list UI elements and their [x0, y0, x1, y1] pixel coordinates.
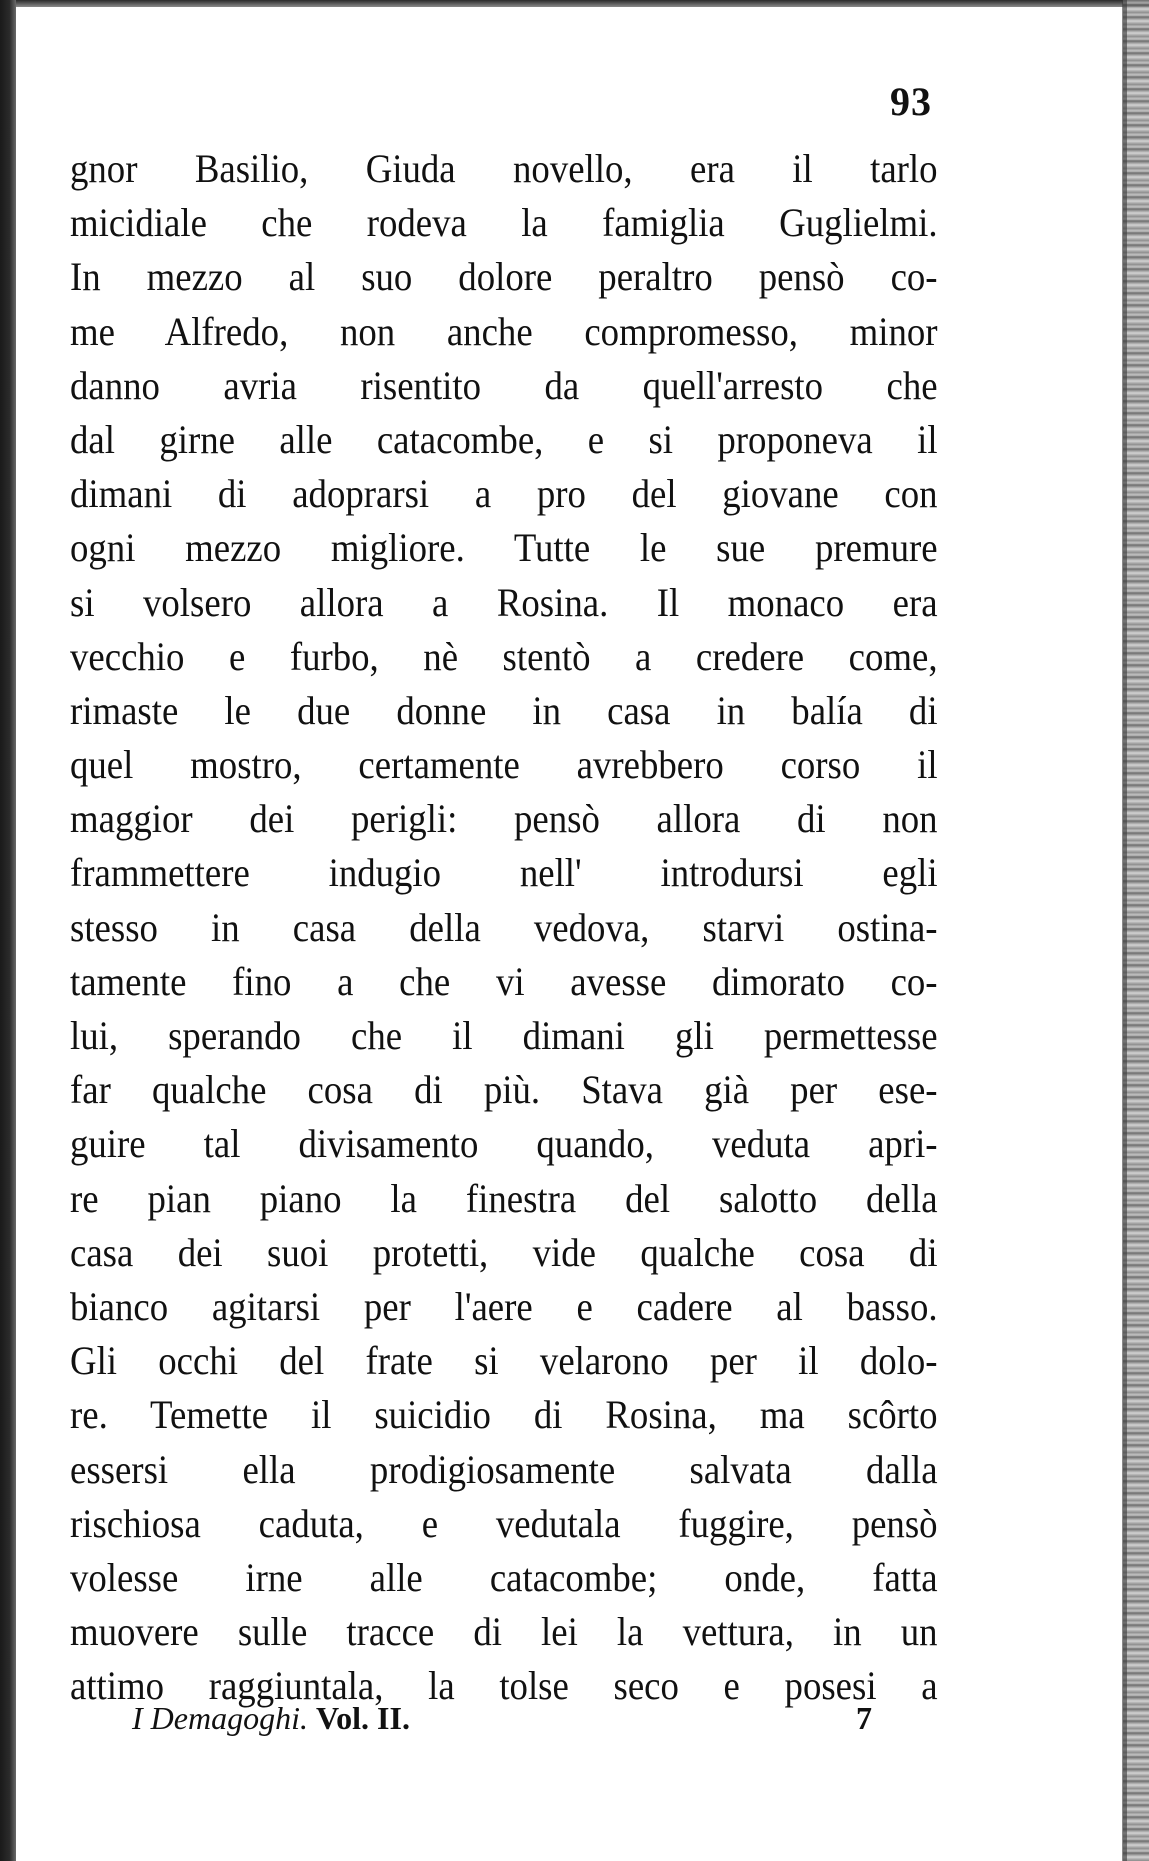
text-line: si volsero allora a Rosina. Il monaco era: [70, 579, 938, 625]
scan-top-edge: [0, 0, 1149, 7]
text-line: lui, sperando che il dimani gli permettesse: [70, 1013, 938, 1058]
footer-book-title: [132, 1694, 410, 1742]
text-line: attimo raggiuntala, la tolse seco e posesi a: [70, 1663, 938, 1709]
body-text: [70, 142, 938, 1713]
text-line: quel mostro, certamente avrebbero corso il: [70, 742, 938, 788]
footer-signature: 7: [856, 1700, 872, 1736]
scan-right-shadow: [1122, 0, 1127, 1861]
text-line: maggior dei perigli: pensò allora di non: [70, 796, 938, 842]
text-line: essersi ella prodigiosamente salvata dalla: [70, 1446, 938, 1492]
text-line: bianco agitarsi per l'aere e cadere al basso.: [70, 1283, 938, 1329]
text-line: dal girne alle catacombe, e si proponeva il: [70, 416, 938, 462]
text-line: In mezzo al suo dolore peraltro pensò co-: [70, 254, 938, 300]
text-line: tamente fino a che vi avesse dimorato co-: [70, 958, 938, 1004]
text-line: re pian piano la finestra del salotto della: [70, 1175, 938, 1221]
text-line: muovere sulle tracce di lei la vettura, in un: [70, 1609, 938, 1655]
scan-binding-edge: [0, 0, 16, 1861]
footer-title: I Demagoghi.: [132, 1700, 308, 1736]
text-line: re. Temette il suicidio di Rosina, ma scôrto: [70, 1392, 938, 1438]
text-line: guire tal divisamento quando, veduta apri-: [70, 1121, 938, 1167]
text-line: stesso in casa della vedova, starvi ostina-: [70, 904, 938, 950]
footer-volume: Vol. II.: [315, 1700, 410, 1736]
text-line: Gli occhi del frate si velarono per il dolo-: [70, 1338, 938, 1384]
text-line: micidiale che rodeva la famiglia Guglielmi.: [70, 200, 938, 246]
page-footer: [132, 1694, 872, 1742]
text-line: rischiosa caduta, e vedutala fuggire, pensò: [70, 1500, 938, 1546]
text-line: casa dei suoi protetti, vide qualche cosa di: [70, 1229, 938, 1275]
text-line: volesse irne alle catacombe; onde, fatta: [70, 1554, 938, 1600]
text-line: gnor Basilio, Giuda novello, era il tarlo: [70, 146, 938, 191]
text-line: ogni mezzo migliore. Tutte le sue premure: [70, 525, 938, 571]
text-line: danno avria risentito da quell'arresto che: [70, 362, 938, 408]
text-line: me Alfredo, non anche compromesso, minor: [70, 308, 938, 354]
text-line: vecchio e furbo, nè stentò a credere come,: [70, 633, 938, 679]
text-line: far qualche cosa di più. Stava già per ese-: [70, 1067, 938, 1113]
text-line: frammettere indugio nell' introdursi egli: [70, 850, 938, 896]
page-number: 93: [890, 79, 932, 124]
text-line: rimaste le due donne in casa in balía di: [70, 687, 938, 733]
text-line: dimani di adoprarsi a pro del giovane con: [70, 471, 938, 517]
